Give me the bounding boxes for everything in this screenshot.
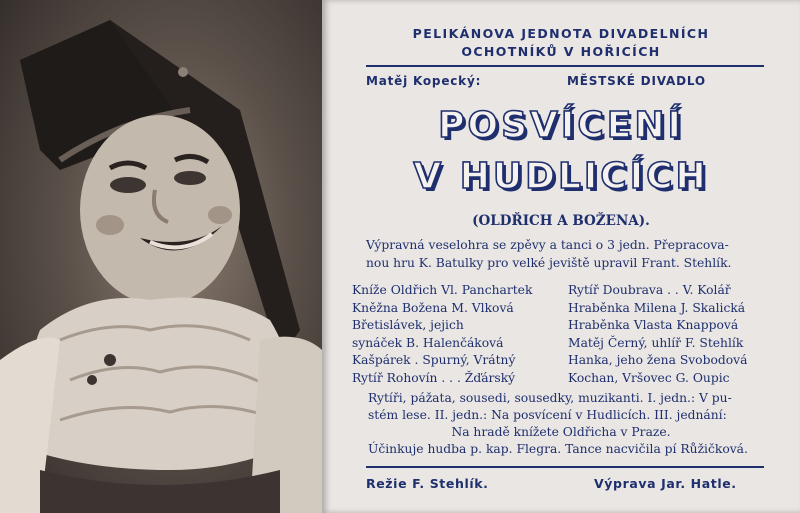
description-line2: nou hru K. Batulky pro velké jeviště upravil Frant. Stehlík.	[366, 256, 732, 270]
cast-entry: Kašpárek . Spurný, Vrátný	[352, 353, 516, 367]
cast-entry: Hanka, jeho žena Svobodová	[568, 353, 748, 367]
acts-line3: Na hradě knížete Oldřicha v Praze.	[451, 425, 671, 439]
society-name-line1: PELIKÁNOVA JEDNOTA DIVADELNÍCH	[412, 26, 710, 41]
cast-entry: Břetislávek, jejich	[352, 318, 464, 332]
author-label: Matěj Kopecký:	[366, 74, 482, 88]
cast-entry: Kníže Oldřich Vl. Panchartek	[352, 283, 533, 297]
venue-label: MĚSTSKÉ DIVADLO	[567, 74, 706, 88]
cast-entry: Kněžna Božena M. Vlková	[352, 300, 514, 315]
header-rule	[366, 65, 764, 67]
playbill-panel	[322, 0, 800, 513]
cast-entry: Hraběnka Milena J. Skalická	[568, 300, 746, 315]
title-line1: POSVÍCENÍ	[438, 105, 684, 146]
cast-entry: Matěj Černý, uhlíř F. Stehlík	[568, 335, 744, 350]
acts-line2: stém lese. II. jedn.: Na posvícení v Hudlicích. III. jednání:	[368, 408, 727, 422]
music-and-dance-credit: Účinkuje hudba p. kap. Flegra. Tance nacvičila pí Růžičková.	[368, 442, 748, 456]
cast-entry: Hraběnka Vlasta Knappová	[568, 318, 739, 332]
cast-list-left	[352, 282, 532, 387]
subtitle: (OLDŘICH A BOŽENA).	[472, 213, 650, 229]
puppet-photograph	[0, 0, 322, 513]
director-credit: Režie F. Stehlík.	[366, 476, 489, 491]
kasparek-puppet-image	[0, 0, 322, 513]
description-line1: Výpravná veselohra se zpěvy a tanci o 3 jedn. Přepracova-	[366, 238, 729, 252]
footer-rule	[366, 466, 764, 468]
cast-entry: Rytíř Rohovín . . . Žďárský	[352, 370, 516, 385]
cast-list-right	[568, 282, 747, 387]
title-line2: V HUDLICÍCH	[413, 156, 709, 197]
acts-line1: Rytíři, pážata, sousedi, sousedky, muzikanti. I. jedn.: V pu-	[368, 391, 732, 405]
cast-entry: synáček B. Halenčáková	[352, 335, 504, 350]
society-name-line2: OCHOTNÍKŮ V HOŘICÍCH	[461, 44, 661, 59]
design-credit: Výprava Jar. Hatle.	[594, 476, 737, 491]
cast-entry: Kochan, Vršovec G. Oupic	[568, 370, 730, 385]
cast-entry: Rytíř Doubrava . . V. Kolář	[568, 283, 731, 297]
